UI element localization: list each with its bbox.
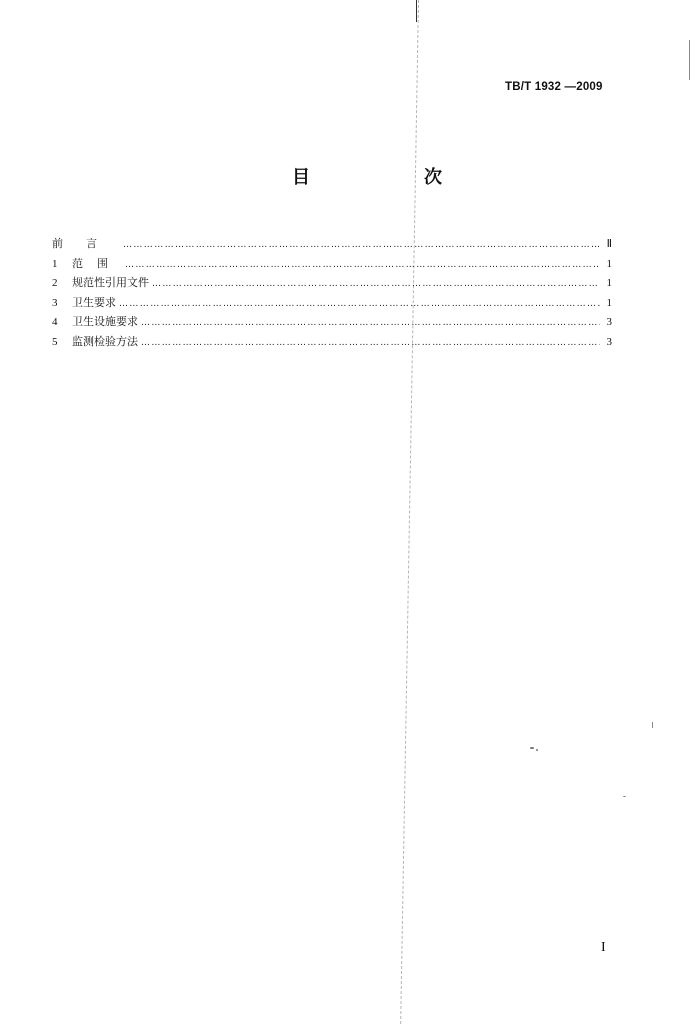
toc-entry-page: 1 bbox=[606, 296, 612, 309]
toc-leader-dots bbox=[119, 295, 600, 315]
toc-leader-dots bbox=[123, 236, 600, 256]
page-number: I bbox=[601, 940, 606, 955]
toc-entry-label: 范围 bbox=[72, 256, 122, 270]
toc-entry-label: 规范性引用文件 bbox=[72, 276, 149, 290]
toc-title: 目 次 bbox=[292, 167, 490, 188]
toc-entry-label: 监测检验方法 bbox=[72, 334, 138, 348]
toc-leader-dots bbox=[152, 275, 600, 295]
toc-entry-foreword[interactable] bbox=[52, 234, 612, 254]
toc-entry-page: 1 bbox=[606, 257, 612, 270]
toc-leader-dots bbox=[125, 256, 600, 276]
scan-fold-line bbox=[400, 0, 419, 1024]
scan-speck bbox=[530, 747, 534, 749]
toc-entry-label: 前言 bbox=[52, 237, 120, 250]
toc-entry-page: 3 bbox=[606, 316, 612, 329]
toc-entry-number: 5 bbox=[52, 335, 58, 348]
toc-entry-number: 4 bbox=[52, 316, 58, 329]
toc-entry-facility-requirements[interactable] bbox=[52, 312, 612, 332]
toc-entry-number: 3 bbox=[52, 296, 58, 309]
standard-code: TB/T 1932 —2009 bbox=[505, 81, 603, 93]
scan-speck bbox=[623, 796, 626, 797]
scan-speck bbox=[536, 749, 538, 751]
toc-entry-hygiene-requirements[interactable] bbox=[52, 293, 612, 313]
toc-entry-scope[interactable] bbox=[52, 254, 612, 274]
toc-entry-number: 1 bbox=[52, 257, 58, 270]
toc-entry-normative-references[interactable] bbox=[52, 273, 612, 293]
toc-entry-test-methods[interactable] bbox=[52, 332, 612, 352]
toc-leader-dots bbox=[141, 314, 600, 334]
toc-entry-page: 3 bbox=[606, 335, 612, 348]
toc-entry-label: 卫生要求 bbox=[72, 295, 116, 309]
toc-entry-page: 1 bbox=[606, 277, 612, 290]
toc-entry-label: 卫生设施要求 bbox=[72, 315, 138, 329]
toc-entry-page: Ⅱ bbox=[606, 238, 612, 250]
scan-speck bbox=[652, 722, 653, 728]
scan-edge-mark bbox=[689, 40, 690, 80]
toc-entry-number: 2 bbox=[52, 277, 58, 290]
table-of-contents bbox=[52, 234, 612, 352]
toc-leader-dots bbox=[141, 334, 600, 354]
